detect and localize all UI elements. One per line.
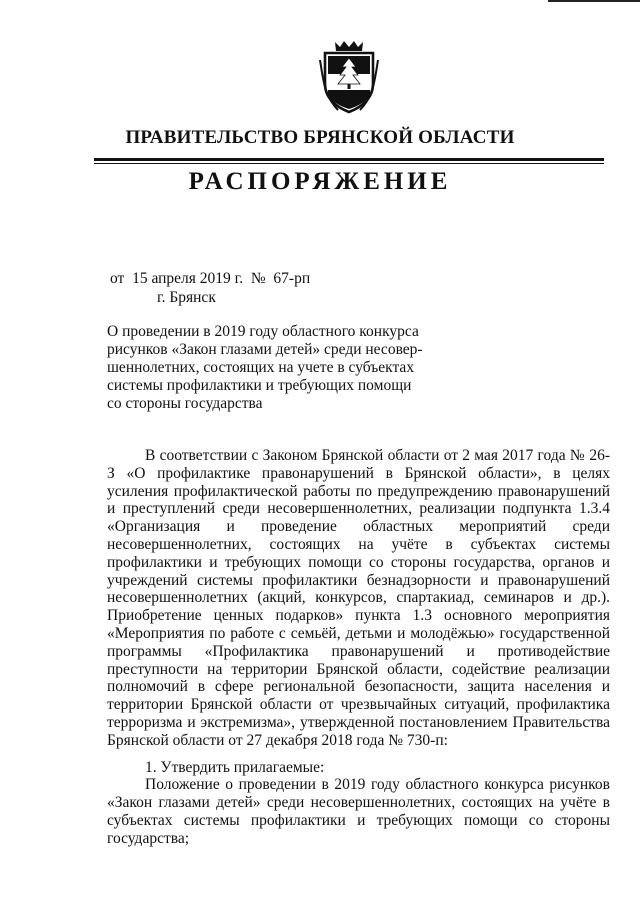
document-type-heading: РАСПОРЯЖЕНИЕ bbox=[188, 168, 452, 195]
bryansk-coat-of-arms-icon bbox=[318, 40, 380, 114]
subject-line: системы профилактики и требующих помощи bbox=[107, 376, 412, 394]
header-rule-thick bbox=[94, 158, 604, 161]
subject-line: рисунков «Закон глазами детей» среди несовер- bbox=[107, 340, 423, 358]
subject-line: О проведении в 2019 году областного конкурса bbox=[107, 323, 419, 340]
body-paragraph-preamble: В соответствии с Законом Брянской области от 2 мая 2017 года № 26-З «О профилактике правонарушений в Брянской области», в целях усиления профилактической работы по предупреждению правонарушений и преступлений среди несовершеннолетних, реализации подпункта 1.3.4 «Организация и проведение областных мероприятий среди несовершеннолетних, состоящих на учёте в субъектах системы профилактики и требующих помощи со стороны государства, органов и учреждений системы профилактики безнадзорности и правонарушений несовершеннолетних (акций, конкурсов, спартакиад, семинаров и др.). Приобретение ценных подарков» пункта 1.3 основного мероприятия «Мероприятия по работе с семьёй, детьми и молодёжью» государственной программы «Профилактика правонарушений и противодействие преступности на территории Брянской области, содействие реализации полномочий в сфере региональной безопасности, защита населения и территории Брянской области от чрезвычайных ситуаций, профилактика терроризма и экстремизма», утвержденной постановлением Правительства Брянской области от 27 декабря 2018 года № 730-п: bbox=[107, 447, 610, 749]
subject-line: шеннолетних, состоящих на учете в субъектах bbox=[107, 358, 415, 376]
document-subject bbox=[107, 323, 427, 413]
city-line: г. Брянск bbox=[157, 289, 216, 306]
date-number-line: от 15 апреля 2019 г. № 67-рп bbox=[110, 270, 311, 287]
subject-line: со стороны государства bbox=[107, 394, 263, 412]
document-body bbox=[107, 447, 610, 848]
organization-title: ПРАВИТЕЛЬСТВО БРЯНСКОЙ ОБЛАСТИ bbox=[125, 127, 515, 148]
body-paragraph-regulation: Положение о проведении в 2019 году областного конкурса рисунков «Закон глазами детей» среди несовершеннолетних, состоящих на учёте в субъектах системы профилактики и требующих помощи со стороны государства; bbox=[107, 776, 610, 847]
scan-corner-mark bbox=[548, 0, 640, 2]
header-rule-thin bbox=[94, 163, 604, 164]
body-paragraph-item-1: 1. Утвердить прилагаемые: bbox=[145, 758, 325, 776]
